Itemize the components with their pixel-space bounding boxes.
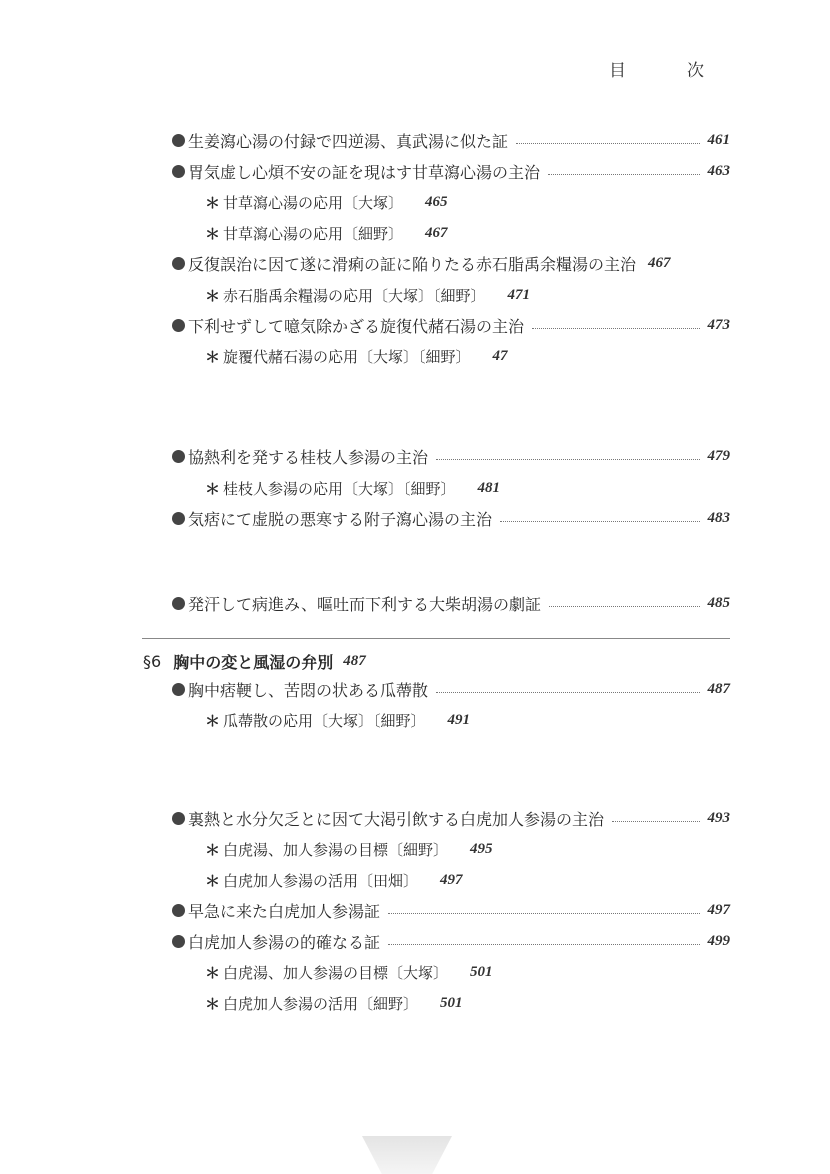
toc-entry[interactable] <box>170 444 730 468</box>
entry-page: 493 <box>707 809 730 826</box>
entry-title: 白虎加人参湯の的確なる証 <box>188 932 381 952</box>
toc-subentry[interactable] <box>205 221 448 245</box>
section-title: 胸中の変と風湿の弁別 <box>173 652 334 672</box>
bullet-icon <box>172 134 185 147</box>
scan-artifact <box>362 1136 452 1174</box>
subentry-title: 旋覆代赭石湯の応用〔大塚〕〔細野〕 <box>223 347 471 366</box>
subentry-page: 491 <box>447 711 471 728</box>
subentry-page: 471 <box>507 286 531 303</box>
entry-title: 胃気虚し心煩不安の証を現はす甘草瀉心湯の主治 <box>188 162 541 182</box>
page-header: 目 次 <box>609 61 726 81</box>
asterisk-icon: ＊ <box>205 193 221 212</box>
bullet-icon <box>172 165 185 178</box>
asterisk-icon: ＊ <box>205 479 221 498</box>
entry-title: 裏熱と水分欠乏とに因て大渇引飲する白虎加人参湯の主治 <box>188 809 605 829</box>
toc-subentry[interactable] <box>205 868 463 892</box>
asterisk-icon: ＊ <box>205 871 221 890</box>
toc-entry[interactable] <box>170 128 730 152</box>
toc-subentry[interactable] <box>205 283 530 307</box>
bullet-icon <box>172 904 185 917</box>
entry-page: 463 <box>707 162 730 179</box>
subentry-page: 465 <box>425 193 448 210</box>
subentry-title: 桂枝人参湯の応用〔大塚〕〔細野〕 <box>223 479 456 498</box>
entry-title: 生姜瀉心湯の付録で四逆湯、真武湯に似た証 <box>188 131 509 151</box>
entry-page: 485 <box>707 594 730 611</box>
subentry-title: 甘草瀉心湯の応用〔大塚〕 <box>223 193 404 212</box>
toc-subentry[interactable] <box>205 708 470 732</box>
subentry-title: 赤石脂禹余糧湯の応用〔大塚〕〔細野〕 <box>223 286 486 305</box>
toc-entry[interactable] <box>170 251 730 275</box>
dot-leader <box>436 458 699 460</box>
bullet-icon <box>172 257 185 270</box>
subentry-page: 481 <box>477 479 501 496</box>
section-number: §6 <box>143 651 162 671</box>
bullet-icon <box>172 450 185 463</box>
entry-page: 473 <box>707 316 730 333</box>
entry-page: 467 <box>648 254 671 271</box>
toc-subentry[interactable] <box>205 344 508 368</box>
entry-page: 461 <box>707 131 730 148</box>
toc-entry[interactable] <box>170 898 730 922</box>
subentry-title: 甘草瀉心湯の応用〔細野〕 <box>223 224 404 243</box>
toc-subentry[interactable] <box>205 190 448 214</box>
toc-subentry[interactable] <box>205 960 493 984</box>
bullet-icon <box>172 935 185 948</box>
dot-leader <box>612 820 699 822</box>
subentry-page: 495 <box>470 840 493 857</box>
subentry-title: 白虎加人参湯の活用〔細野〕 <box>223 994 419 1013</box>
subentry-page: 497 <box>440 871 463 888</box>
bullet-icon <box>172 319 185 332</box>
subentry-title: 瓜蔕散の応用〔大塚〕〔細野〕 <box>223 711 426 730</box>
toc-entry[interactable] <box>170 591 730 615</box>
subentry-page: 467 <box>425 224 448 241</box>
asterisk-icon: ＊ <box>205 963 221 982</box>
subentry-page: 47 <box>492 347 508 364</box>
entry-page: 483 <box>707 509 730 526</box>
subentry-title: 白虎加人参湯の活用〔田畑〕 <box>223 871 419 890</box>
dot-leader <box>388 912 699 914</box>
toc-subentry[interactable] <box>205 991 463 1015</box>
entry-page: 487 <box>707 680 730 697</box>
dot-leader <box>532 327 699 329</box>
subentry-title: 白虎湯、加人参湯の目標〔大塚〕 <box>223 963 449 982</box>
asterisk-icon: ＊ <box>205 994 221 1013</box>
entry-page: 499 <box>707 932 730 949</box>
entry-title: 協熱利を発する桂枝人参湯の主治 <box>188 447 429 467</box>
toc-entry[interactable] <box>170 677 730 701</box>
subentry-title: 白虎湯、加人参湯の目標〔細野〕 <box>223 840 449 859</box>
toc-subentry[interactable] <box>205 476 500 500</box>
toc-entry[interactable] <box>170 159 730 183</box>
toc-entry[interactable] <box>170 506 730 530</box>
section-divider <box>142 638 730 639</box>
bullet-icon <box>172 597 185 610</box>
dot-leader <box>500 520 699 522</box>
entry-title: 反復誤治に因て遂に滑痢の証に陥りたる赤石脂禹余糧湯の主治 <box>188 254 637 274</box>
entry-title: 気痞にて虚脱の悪寒する附子瀉心湯の主治 <box>188 509 493 529</box>
section-page: 487 <box>343 652 366 669</box>
bullet-icon <box>172 812 185 825</box>
dot-leader <box>640 266 644 267</box>
entry-page: 497 <box>707 901 730 918</box>
dot-leader <box>548 173 699 175</box>
asterisk-icon: ＊ <box>205 286 221 305</box>
entry-title: 早急に来た白虎加人参湯証 <box>188 901 381 921</box>
dot-leader <box>549 605 700 607</box>
asterisk-icon: ＊ <box>205 711 221 730</box>
subentry-page: 501 <box>440 994 463 1011</box>
asterisk-icon: ＊ <box>205 347 221 366</box>
bullet-icon <box>172 512 185 525</box>
subentry-page: 501 <box>470 963 493 980</box>
entry-title: 胸中痞鞕し、苦悶の状ある瓜蔕散 <box>188 680 429 700</box>
entry-title: 下利せずして噫気除かざる旋復代赭石湯の主治 <box>188 316 525 336</box>
entry-page: 479 <box>707 447 730 464</box>
asterisk-icon: ＊ <box>205 840 221 859</box>
toc-entry[interactable] <box>170 929 730 953</box>
dot-leader <box>436 691 699 693</box>
toc-subentry[interactable] <box>205 837 493 861</box>
section-heading[interactable] <box>143 648 366 674</box>
toc-entry[interactable] <box>170 313 730 337</box>
dot-leader <box>388 943 699 945</box>
asterisk-icon: ＊ <box>205 224 221 243</box>
dot-leader <box>516 142 699 144</box>
entry-title: 発汗して病進み、嘔吐而下利する大柴胡湯の劇証 <box>188 594 541 614</box>
toc-entry[interactable] <box>170 806 730 830</box>
bullet-icon <box>172 683 185 696</box>
